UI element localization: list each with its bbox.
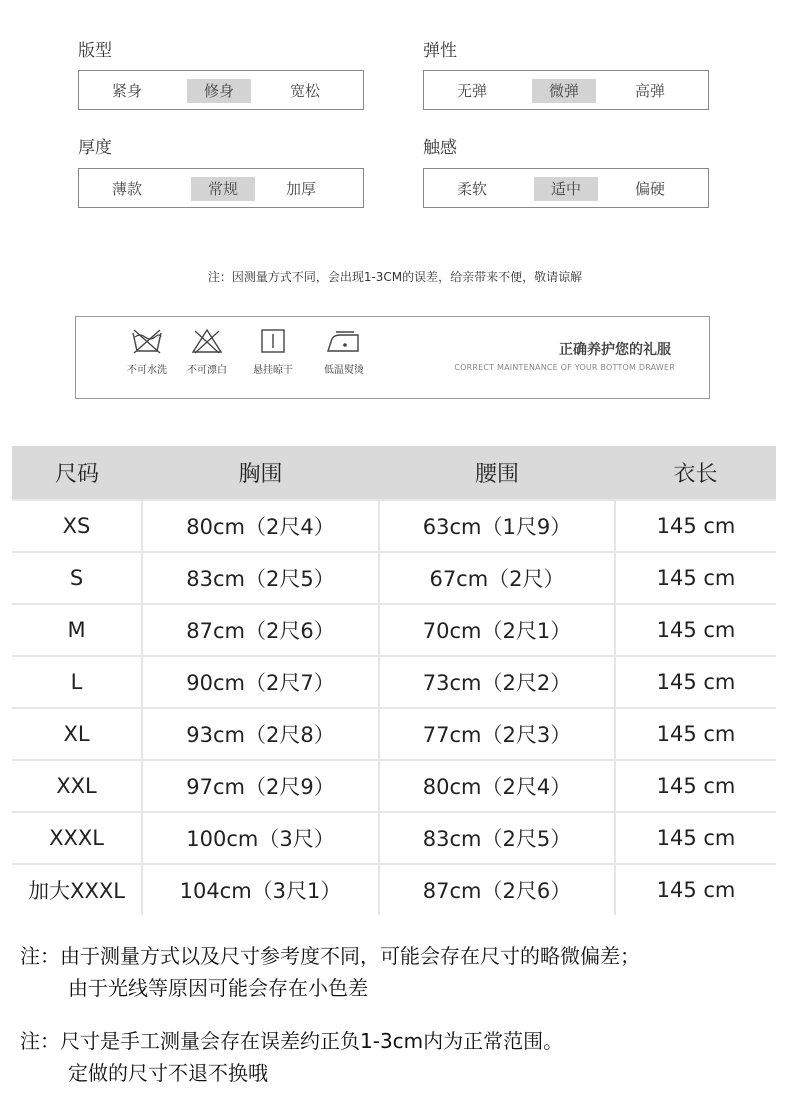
cell-waist: 63cm（1尺9） (379, 500, 615, 552)
option-thin[interactable]: 薄款 (111, 180, 142, 198)
attribute-options (423, 168, 709, 208)
cell-bust: 90cm（2尺7） (142, 656, 379, 708)
cell-bust: 87cm（2尺6） (142, 604, 379, 656)
care-caption: 低温熨烫 (324, 365, 364, 376)
footnote-1 (20, 940, 640, 1004)
footnote-prefix: 注： (20, 944, 60, 968)
option-loose[interactable]: 宽松 (289, 82, 320, 100)
footnote-line: 定做的尺寸不退不换哦 (68, 1061, 268, 1085)
cell-waist: 67cm（2尺） (379, 552, 615, 604)
cell-length: 145 cm (615, 812, 776, 864)
cell-waist: 77cm（2尺3） (379, 708, 615, 760)
option-thick[interactable]: 加厚 (285, 180, 316, 198)
no-wash-icon (129, 327, 165, 355)
care-item-low-iron (311, 327, 377, 376)
footnote-line: 由于光线等原因可能会存在小色差 (68, 976, 368, 1000)
option-soft[interactable]: 柔软 (456, 180, 487, 198)
footnote-2 (20, 1025, 563, 1089)
header-length: 衣长 (615, 446, 776, 500)
table-row (12, 552, 776, 604)
option-tight[interactable]: 紧身 (111, 82, 142, 100)
care-title: 正确养护您的礼服 (559, 342, 671, 358)
option-stiff[interactable]: 偏硬 (634, 180, 665, 198)
table-row (12, 760, 776, 812)
cell-length: 145 cm (615, 864, 776, 915)
table-row (12, 812, 776, 864)
footnote-line: 尺寸是手工测量会存在误差约正负1-3cm内为正常范围。 (60, 1029, 564, 1053)
attribute-options (78, 70, 364, 110)
cell-length: 145 cm (615, 760, 776, 812)
cell-waist: 83cm（2尺5） (379, 812, 615, 864)
table-header-row (12, 446, 776, 500)
cell-waist: 80cm（2尺4） (379, 760, 615, 812)
attribute-label: 厚度 (78, 138, 112, 158)
cell-bust: 104cm（3尺1） (142, 864, 379, 915)
cell-bust: 93cm（2尺8） (142, 708, 379, 760)
measurement-note: 注：因测量方式不同，会出现1-3CM的误差，给亲带来不便，敬请谅解 (207, 270, 583, 284)
header-size: 尺码 (12, 446, 142, 500)
header-waist: 腰围 (379, 446, 615, 500)
cell-size: XL (12, 708, 142, 760)
cell-size: XXXL (12, 812, 142, 864)
low-iron-icon (324, 327, 364, 355)
option-medium-selected[interactable]: 适中 (534, 177, 598, 201)
table-row (12, 604, 776, 656)
cell-size: L (12, 656, 142, 708)
attribute-label: 弹性 (423, 41, 457, 61)
option-no-stretch[interactable]: 无弹 (456, 82, 487, 100)
cell-waist: 73cm（2尺2） (379, 656, 615, 708)
table-row (12, 708, 776, 760)
table-row (12, 500, 776, 552)
care-item-no-bleach (174, 327, 240, 376)
option-high-stretch[interactable]: 高弹 (634, 82, 665, 100)
attribute-label: 触感 (423, 138, 457, 158)
footnote-prefix: 注： (20, 1029, 60, 1053)
option-regular-selected[interactable]: 常规 (191, 177, 255, 201)
care-caption: 悬挂晾干 (253, 365, 293, 376)
cell-bust: 80cm（2尺4） (142, 500, 379, 552)
table-row (12, 656, 776, 708)
cell-bust: 100cm（3尺） (142, 812, 379, 864)
cell-length: 145 cm (615, 552, 776, 604)
cell-size: 加大XXXL (12, 864, 142, 915)
cell-size: M (12, 604, 142, 656)
option-slim-selected[interactable]: 修身 (187, 79, 251, 103)
cell-size: XS (12, 500, 142, 552)
cell-length: 145 cm (615, 500, 776, 552)
care-item-hang-dry (240, 327, 306, 376)
care-subtitle: CORRECT MAINTENANCE OF YOUR BOTTOM DRAWER (454, 363, 675, 372)
no-bleach-icon (189, 327, 225, 355)
cell-bust: 83cm（2尺5） (142, 552, 379, 604)
size-table (12, 446, 776, 915)
cell-length: 145 cm (615, 604, 776, 656)
cell-size: XXL (12, 760, 142, 812)
cell-bust: 97cm（2尺9） (142, 760, 379, 812)
cell-length: 145 cm (615, 708, 776, 760)
header-bust: 胸围 (142, 446, 379, 500)
care-item-no-wash (114, 327, 180, 376)
attribute-options (78, 168, 364, 208)
table-row (12, 864, 776, 915)
attribute-label: 版型 (78, 41, 112, 61)
care-instructions (75, 316, 710, 399)
cell-waist: 70cm（2尺1） (379, 604, 615, 656)
option-slight-stretch-selected[interactable]: 微弹 (532, 79, 596, 103)
footnote-line: 由于测量方式以及尺寸参考度不同，可能会存在尺寸的略微偏差； (60, 944, 640, 968)
cell-size: S (12, 552, 142, 604)
care-caption: 不可水洗 (127, 365, 167, 376)
care-caption: 不可漂白 (187, 365, 227, 376)
hang-dry-icon (255, 327, 291, 355)
attribute-options (423, 70, 709, 110)
cell-length: 145 cm (615, 656, 776, 708)
cell-waist: 87cm（2尺6） (379, 864, 615, 915)
